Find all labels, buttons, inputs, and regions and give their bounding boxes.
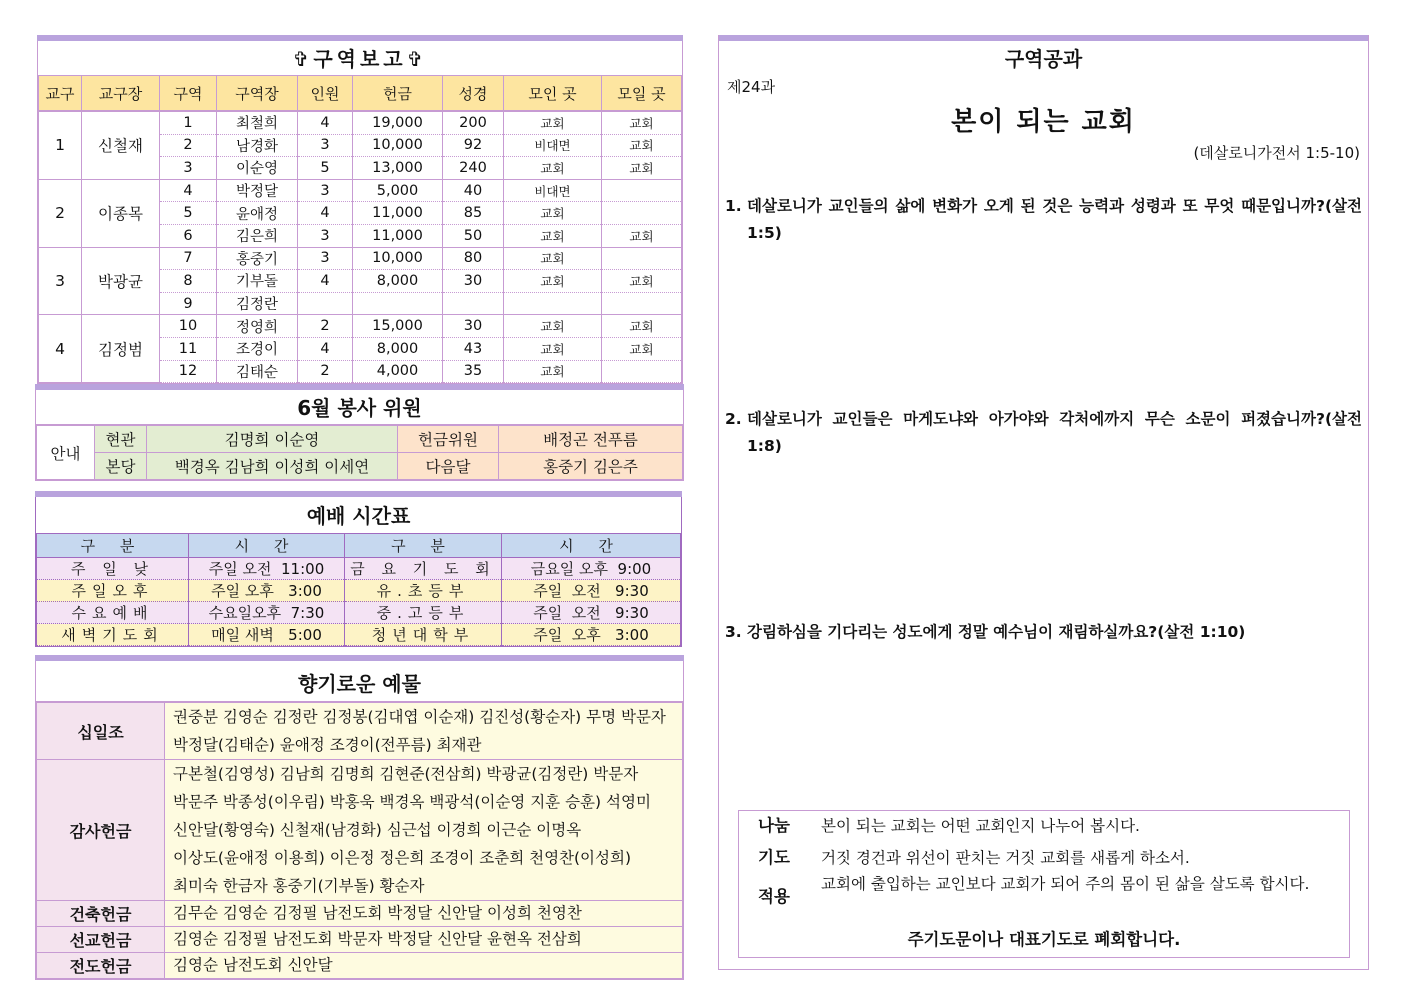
offerings-panel xyxy=(35,655,684,980)
district-leader: 김태순 xyxy=(217,360,298,383)
question-text: 강림하심을 기다리는 성도에게 정말 예수님이 재림하실까요?(살전 1:10) xyxy=(747,623,1246,641)
member-count: 2 xyxy=(298,360,353,383)
share-text: 본이 되는 교회는 어떤 교회인지 나누어 봅시다. xyxy=(821,817,1140,835)
next-meet-place: 교회 xyxy=(602,270,682,293)
table-row xyxy=(37,558,681,580)
service-time: 수요일오후 7:30 xyxy=(189,602,345,624)
district-number: 1 xyxy=(160,111,217,134)
service-name: 새벽기도회 xyxy=(37,624,189,646)
service-committee-table xyxy=(36,425,683,480)
bible-chapters: 40 xyxy=(443,179,504,202)
service-time: 금요일 오후 9:00 xyxy=(502,558,681,580)
met-place: 교회 xyxy=(504,224,602,247)
next-meet-place xyxy=(602,292,682,315)
question-number: 2. xyxy=(725,410,742,428)
district-report-panel xyxy=(37,35,683,384)
offering-category: 전도헌금 xyxy=(37,953,165,979)
donor-line: 신안달(황영숙) 신철재(남경화) 심근섭 이경희 이근순 이명옥 xyxy=(173,821,582,839)
district-leader: 윤애정 xyxy=(217,202,298,225)
lesson-number: 제24과 xyxy=(727,78,776,96)
next-meet-place xyxy=(602,360,682,383)
question-text: 데살로니가 교인들은 마게도냐와 아가야와 각처에까지 무슨 소문이 퍼졌습니까?(살전 1:8) xyxy=(747,410,1362,455)
panel-top-bar xyxy=(719,35,1368,41)
bible-chapters: 92 xyxy=(443,134,504,157)
met-place: 비대면 xyxy=(504,179,602,202)
offering-category: 감사헌금 xyxy=(37,760,165,901)
table-row xyxy=(37,602,681,624)
district-number: 11 xyxy=(160,337,217,360)
district-number: 3 xyxy=(160,157,217,180)
district-number: 12 xyxy=(160,360,217,383)
table-row xyxy=(37,927,683,953)
service-place: 본당 xyxy=(95,453,147,480)
donor-names xyxy=(165,703,683,760)
donor-line: 박문주 박종성(이우림) 박홍욱 백경옥 백광석(이순영 지훈 승훈) 석영미 xyxy=(173,793,651,811)
offering-amount xyxy=(353,292,443,315)
district-report-table xyxy=(38,75,682,383)
next-meet-place xyxy=(602,247,682,270)
service-committee-title: 6월 봉사 위원 xyxy=(36,390,683,425)
schedule-column-header: 구 분 xyxy=(37,534,189,558)
table-row xyxy=(37,901,683,927)
donor-line: 이상도(윤애정 이용희) 이은정 정은희 조경이 조춘희 천영찬(이성희) xyxy=(173,849,632,867)
met-place: 교회 xyxy=(504,270,602,293)
question-text: 데살로니가 교인들의 삶에 변화가 오게 된 것은 능력과 성령과 또 무엇 때문입니까?(살전 1:5) xyxy=(747,197,1362,242)
district-number: 6 xyxy=(160,224,217,247)
table-row xyxy=(37,580,681,602)
district-number: 8 xyxy=(160,270,217,293)
service-role-names: 홍중기 김은주 xyxy=(499,453,683,480)
question-1 xyxy=(725,193,1362,247)
next-meet-place xyxy=(602,202,682,225)
report-column-header: 구역장 xyxy=(217,76,298,112)
met-place: 교회 xyxy=(504,157,602,180)
district-leader: 조경이 xyxy=(217,337,298,360)
member-count: 3 xyxy=(298,247,353,270)
offering-category: 건축헌금 xyxy=(37,901,165,927)
table-row xyxy=(39,111,682,134)
parish-leader: 김정범 xyxy=(82,315,160,383)
bible-chapters: 43 xyxy=(443,337,504,360)
service-names: 김명희 이순영 xyxy=(147,426,398,453)
table-row xyxy=(39,247,682,270)
met-place: 교회 xyxy=(504,337,602,360)
service-role: 헌금위원 xyxy=(398,426,499,453)
parish-number: 2 xyxy=(39,179,82,247)
district-leader: 이순영 xyxy=(217,157,298,180)
donor-names xyxy=(165,953,683,979)
lesson-panel xyxy=(718,35,1369,970)
bible-chapters: 30 xyxy=(443,270,504,293)
offering-amount: 8,000 xyxy=(353,270,443,293)
service-time: 주일 오후 3:00 xyxy=(502,624,681,646)
next-meet-place: 교회 xyxy=(602,315,682,338)
bible-chapters: 35 xyxy=(443,360,504,383)
member-count: 3 xyxy=(298,224,353,247)
share-label: 나눔 xyxy=(758,816,790,835)
offering-amount: 11,000 xyxy=(353,202,443,225)
donor-line: 최미숙 한금자 홍중기(기부돌) 황순자 xyxy=(173,877,425,895)
service-committee-panel xyxy=(35,384,684,481)
bible-chapters: 85 xyxy=(443,202,504,225)
worship-schedule-table xyxy=(36,533,681,646)
donor-line: 박정달(김태순) 윤애정 조경이(전푸름) 최재관 xyxy=(173,736,482,754)
apply-text: 교회에 출입하는 교인보다 교회가 되어 주의 몸이 된 삶을 살도록 합시다. xyxy=(821,875,1310,893)
schedule-column-header: 시 간 xyxy=(502,534,681,558)
table-row xyxy=(39,179,682,202)
next-meet-place: 교회 xyxy=(602,224,682,247)
met-place: 비대면 xyxy=(504,134,602,157)
table-row xyxy=(37,703,683,760)
donor-names xyxy=(165,901,683,927)
offering-amount: 13,000 xyxy=(353,157,443,180)
district-number: 2 xyxy=(160,134,217,157)
district-leader: 박정달 xyxy=(217,179,298,202)
district-leader: 홍중기 xyxy=(217,247,298,270)
member-count: 5 xyxy=(298,157,353,180)
worship-schedule-panel xyxy=(35,491,682,647)
service-time: 주일 오전 11:00 xyxy=(189,558,345,580)
member-count: 4 xyxy=(298,270,353,293)
district-leader: 기부돌 xyxy=(217,270,298,293)
report-column-header: 구역 xyxy=(160,76,217,112)
donor-line: 김무순 김영순 김정필 남전도회 박정달 신안달 이성희 천영찬 xyxy=(173,904,582,922)
report-column-header: 성경 xyxy=(443,76,504,112)
offering-amount: 8,000 xyxy=(353,337,443,360)
service-time: 주일 오전 9:30 xyxy=(502,602,681,624)
service-time: 주일 오전 9:30 xyxy=(502,580,681,602)
question-number: 1. xyxy=(725,197,742,215)
met-place: 교회 xyxy=(504,202,602,225)
table-row xyxy=(39,315,682,338)
donor-line: 구본철(김영성) 김남희 김명희 김현준(전삼희) 박광균(김정란) 박문자 xyxy=(173,765,639,783)
district-number: 5 xyxy=(160,202,217,225)
donor-line: 김영순 남전도회 신안달 xyxy=(173,956,333,974)
service-name: 주 일 낮 xyxy=(37,558,189,580)
member-count xyxy=(298,292,353,315)
district-number: 7 xyxy=(160,247,217,270)
service-name: 금 요 기 도 회 xyxy=(345,558,502,580)
closing-text: 주기도문이나 대표기도로 폐회합니다. xyxy=(907,930,1181,949)
parish-number: 3 xyxy=(39,247,82,315)
service-name: 청년대학부 xyxy=(345,624,502,646)
service-role-names: 배정곤 전푸름 xyxy=(499,426,683,453)
bible-chapters: 80 xyxy=(443,247,504,270)
district-leader: 정영희 xyxy=(217,315,298,338)
report-column-header: 모인 곳 xyxy=(504,76,602,112)
lesson-title: 본이 되는 교회 xyxy=(951,107,1136,137)
service-time: 매일 새벽 5:00 xyxy=(189,624,345,646)
offering-amount: 15,000 xyxy=(353,315,443,338)
member-count: 3 xyxy=(298,134,353,157)
parish-leader: 이종목 xyxy=(82,179,160,247)
schedule-column-header: 시 간 xyxy=(189,534,345,558)
offering-amount: 5,000 xyxy=(353,179,443,202)
parish-number: 1 xyxy=(39,111,82,179)
bible-chapters: 200 xyxy=(443,111,504,134)
lesson-reference: (데살로니가전서 1:5-10) xyxy=(1193,144,1360,162)
lesson-header: 구역공과 xyxy=(1004,47,1083,71)
question-2 xyxy=(725,406,1362,460)
next-meet-place: 교회 xyxy=(602,134,682,157)
donor-names xyxy=(165,927,683,953)
offering-amount: 11,000 xyxy=(353,224,443,247)
offerings-table xyxy=(36,702,683,979)
next-meet-place: 교회 xyxy=(602,157,682,180)
met-place: 교회 xyxy=(504,247,602,270)
application-box xyxy=(738,810,1350,958)
service-role: 다음달 xyxy=(398,453,499,480)
report-column-header: 헌금 xyxy=(353,76,443,112)
service-time: 주일 오후 3:00 xyxy=(189,580,345,602)
offering-amount: 10,000 xyxy=(353,134,443,157)
offering-amount: 10,000 xyxy=(353,247,443,270)
donor-line: 김영순 김정필 남전도회 박문자 박정달 신안달 윤현옥 전삼희 xyxy=(173,930,582,948)
district-leader: 김은희 xyxy=(217,224,298,247)
member-count: 3 xyxy=(298,179,353,202)
service-place: 현관 xyxy=(95,426,147,453)
worship-schedule-title: 예배 시간표 xyxy=(306,504,411,528)
guide-label: 안내 xyxy=(37,426,95,480)
member-count: 2 xyxy=(298,315,353,338)
met-place: 교회 xyxy=(504,111,602,134)
offering-amount: 19,000 xyxy=(353,111,443,134)
met-place: 교회 xyxy=(504,315,602,338)
donor-line: 권중분 김영순 김정란 김정봉(김대엽 이순재) 김진성(황순자) 무명 박문자 xyxy=(173,708,666,726)
next-meet-place: 교회 xyxy=(602,337,682,360)
report-column-header: 교구장 xyxy=(82,76,160,112)
apply-label: 적용 xyxy=(758,887,790,906)
district-leader: 김정란 xyxy=(217,292,298,315)
service-names: 백경옥 김남희 이성희 이세연 xyxy=(147,453,398,480)
service-name: 수요예배 xyxy=(37,602,189,624)
bible-chapters: 240 xyxy=(443,157,504,180)
next-meet-place: 교회 xyxy=(602,111,682,134)
report-column-header: 모일 곳 xyxy=(602,76,682,112)
district-number: 4 xyxy=(160,179,217,202)
district-number: 9 xyxy=(160,292,217,315)
parish-leader: 신철재 xyxy=(82,111,160,179)
offering-amount: 4,000 xyxy=(353,360,443,383)
offerings-title: 향기로운 예물 xyxy=(36,661,683,702)
district-leader: 최철희 xyxy=(217,111,298,134)
report-column-header: 인원 xyxy=(298,76,353,112)
member-count: 4 xyxy=(298,202,353,225)
met-place: 교회 xyxy=(504,360,602,383)
district-number: 10 xyxy=(160,315,217,338)
offering-category: 선교헌금 xyxy=(37,927,165,953)
table-row xyxy=(37,760,683,901)
question-number: 3. xyxy=(725,623,742,641)
schedule-column-header: 구 분 xyxy=(345,534,502,558)
report-column-header: 교구 xyxy=(39,76,82,112)
offering-category: 십일조 xyxy=(37,703,165,760)
table-row xyxy=(37,953,683,979)
member-count: 4 xyxy=(298,111,353,134)
next-meet-place xyxy=(602,179,682,202)
bible-chapters: 30 xyxy=(443,315,504,338)
question-3 xyxy=(725,619,1362,646)
parish-leader: 박광균 xyxy=(82,247,160,315)
district-leader: 남경화 xyxy=(217,134,298,157)
bible-chapters xyxy=(443,292,504,315)
member-count: 4 xyxy=(298,337,353,360)
table-row xyxy=(37,624,681,646)
bible-chapters: 50 xyxy=(443,224,504,247)
parish-number: 4 xyxy=(39,315,82,383)
donor-names xyxy=(165,760,683,901)
prayer-text: 거짓 경건과 위선이 판치는 거짓 교회를 새롭게 하소서. xyxy=(821,849,1190,867)
service-name: 유.초등부 xyxy=(345,580,502,602)
district-report-title: ✞구역보고✞ xyxy=(292,47,428,71)
prayer-label: 기도 xyxy=(758,848,790,867)
met-place xyxy=(504,292,602,315)
service-name: 중.고등부 xyxy=(345,602,502,624)
service-name: 주일오후 xyxy=(37,580,189,602)
